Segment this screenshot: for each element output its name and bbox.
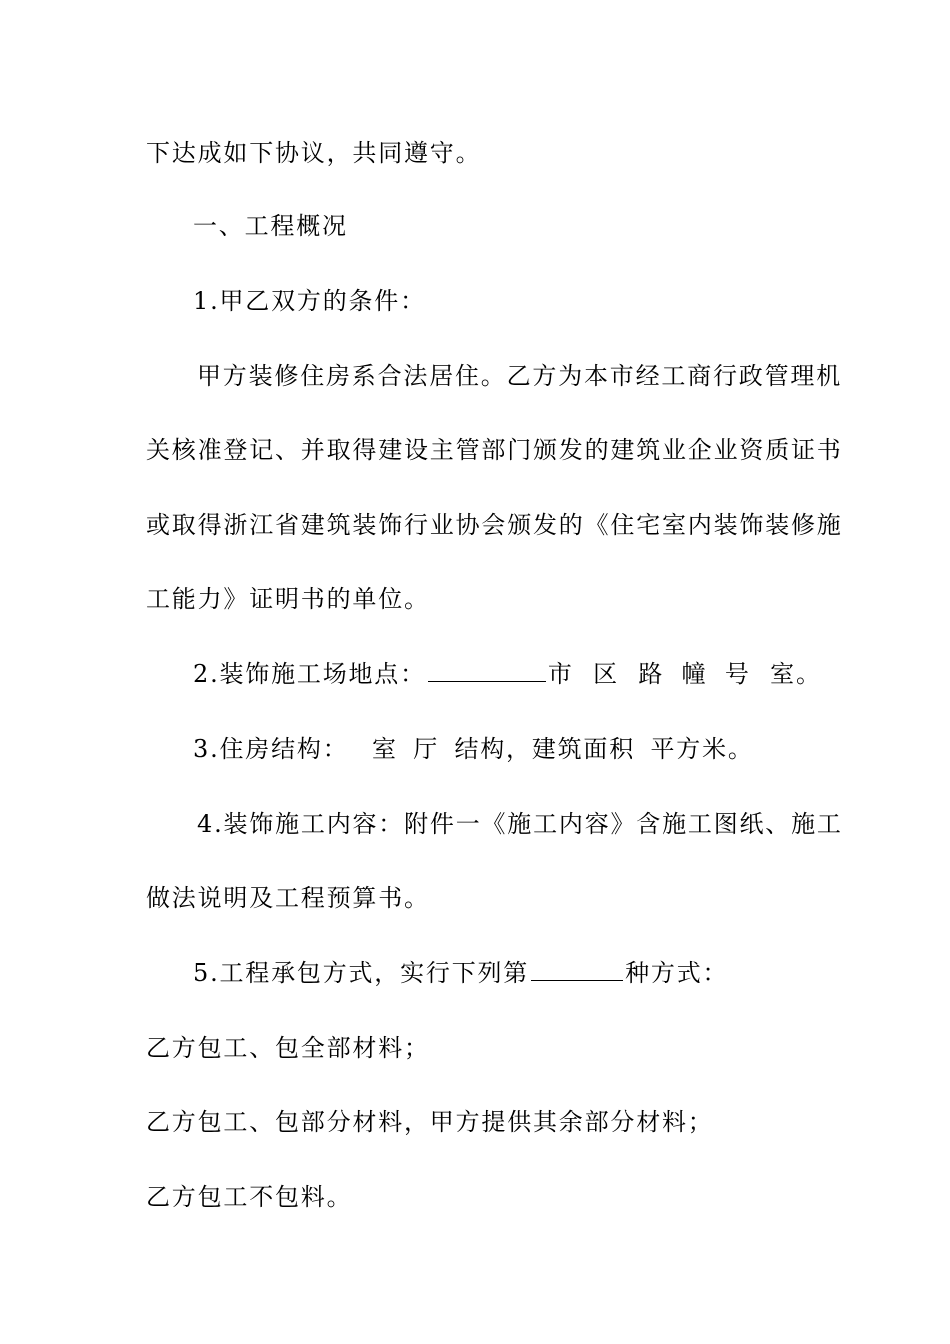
district-label: 区 (593, 660, 619, 688)
road-label: 路 (638, 660, 665, 688)
building-label: 幢 (681, 660, 708, 688)
contract-method-suffix: 种方式： (625, 959, 729, 987)
site-address-label: 2.装饰施工场地点： (193, 660, 426, 688)
method-number-blank[interactable] (531, 960, 623, 981)
room-label: 室。 (770, 660, 822, 688)
option-line: 乙方包工、包全部材料； (146, 1034, 430, 1062)
site-address-line (193, 659, 822, 689)
contract-method-line (193, 958, 728, 988)
room-count-unit: 室 (371, 735, 398, 763)
structure-area-label: 结构，建筑面积 (454, 735, 636, 763)
hall-count-unit: 厅 (413, 735, 439, 763)
paragraph-line: 4.装饰施工内容：附件一《施工内容》含施工图纸、施工 (197, 810, 843, 838)
contract-method-label: 5.工程承包方式，实行下列第 (193, 959, 530, 987)
city-label: 市 (547, 660, 574, 688)
paragraph-line: 甲方装修住房系合法居住。乙方为本市经工商行政管理机 (197, 362, 842, 390)
option-line: 乙方包工、包部分材料，甲方提供其余部分材料； (146, 1108, 714, 1136)
paragraph-line: 或取得浙江省建筑装饰行业协会颁发的《住宅室内装饰装修施 (146, 511, 843, 539)
clause-heading: 1.甲乙双方的条件： (193, 287, 426, 315)
option-line: 乙方包工不包料。 (146, 1183, 353, 1211)
number-label: 号 (724, 660, 751, 688)
area-unit: 平方米。 (650, 735, 754, 763)
structure-line (193, 734, 754, 764)
paragraph-line: 做法说明及工程预算书。 (146, 884, 430, 912)
paragraph-line: 关核准登记、并取得建设主管部门颁发的建筑业企业资质证书 (146, 436, 843, 464)
address-blank[interactable] (428, 661, 546, 682)
paragraph-line: 工能力》证明书的单位。 (146, 585, 430, 613)
paragraph-line: 下达成如下协议，共同遵守。 (146, 139, 482, 167)
section-heading: 一、工程概况 (193, 212, 348, 240)
structure-label: 3.住房结构： (193, 735, 349, 763)
